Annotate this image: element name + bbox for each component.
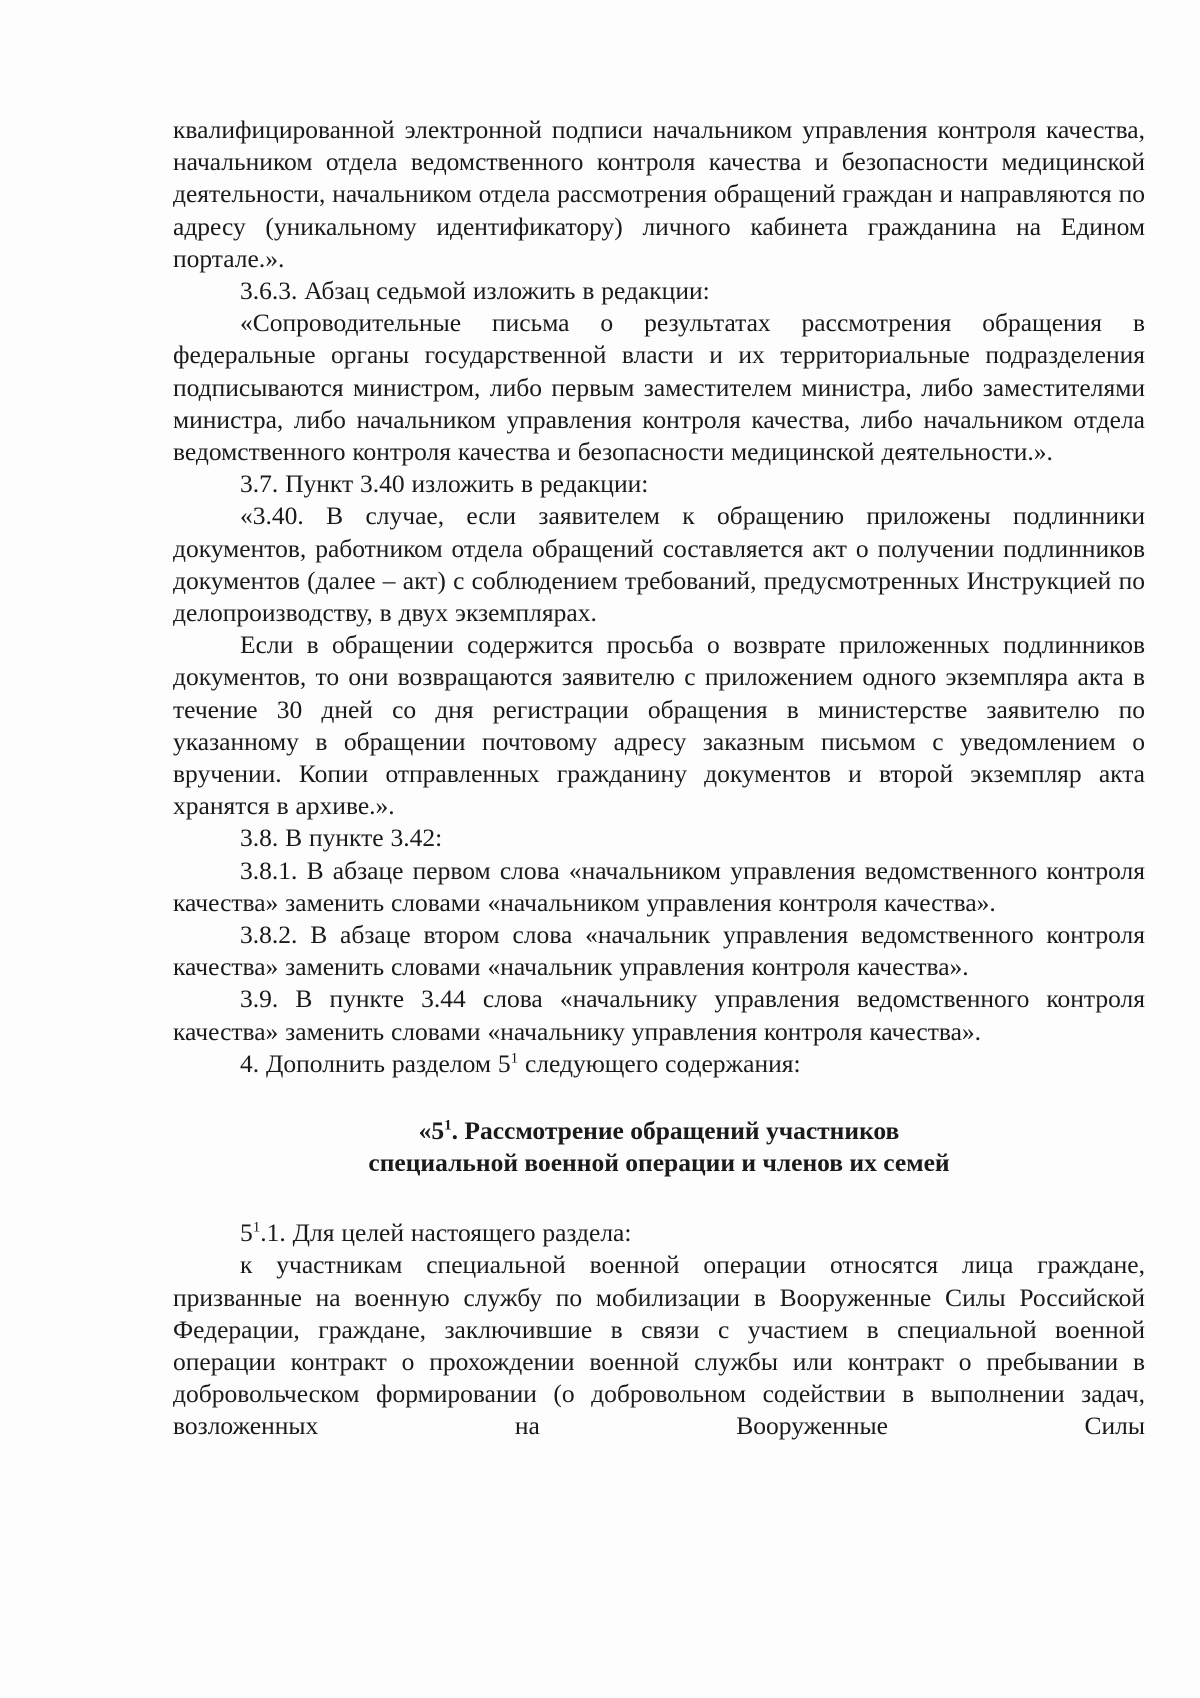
paragraph-5-1-1 <box>173 1217 1145 1249</box>
section-heading-title-1: . Рассмотрение обращений участников <box>451 1116 900 1146</box>
paragraph-4-after: следующего содержания: <box>518 1048 801 1078</box>
paragraph-4-before: 4. Дополнить разделом 5 <box>240 1048 511 1078</box>
paragraph-5-1-1-before: 5 <box>240 1218 253 1248</box>
paragraph-5-1-1-superscript: 1 <box>252 1219 261 1236</box>
section-heading <box>173 1115 1145 1179</box>
paragraph-return-originals: Если в обращении содержится просьба о возврате приложенных подлинников документов, то они возвращаются заявителю с приложением одного экземпляра акта в течение 30 дней со дня регистрации обращения в министерстве заявителю по указанному в обращении почтовому адресу заказным письмом с уведомлением о вручении. Копии отправленных гражданину документов и второй экземпляр акта хранятся в архиве.». <box>173 630 1145 821</box>
paragraph-participants-definition: к участникам специальной военной операции относятся лица граждане, призванные на военную службу по мобилизации в Вооруженные Силы Российской Федерации, граждане, заключившие в связи с участием в специальной военной операции контракт о прохождении военной службы или контракт о пребывании в добровольческом формировании (о добровольном содействии в выполнении задач, возложенных на Вооруженные Силы <box>173 1250 1145 1441</box>
paragraph-3-7: 3.7. Пункт 3.40 изложить в редакции: <box>240 469 649 499</box>
paragraph-3-40: «3.40. В случае, если заявителем к обращению приложены подлинники документов, работником отдела обращений составляется акт о получении подлинников документов (далее – акт) с соблюдением требований, предусмотренных Инструкцией по делопроизводству, в двух экземплярах. <box>173 501 1145 628</box>
paragraph-3-6-3: 3.6.3. Абзац седьмой изложить в редакции: <box>240 276 710 306</box>
paragraph-5-1-1-after: .1. Для целей настоящего раздела: <box>260 1218 632 1248</box>
paragraph-3-8-2: 3.8.2. В абзаце втором слова «начальник управления ведомственного контроля качества» заменить словами «начальник управления контроля качества». <box>173 920 1145 982</box>
paragraph-3-9: 3.9. В пункте 3.44 слова «начальнику управления ведомственного контроля качества» заменить словами «начальнику управления контроля качества». <box>173 984 1145 1046</box>
document-body <box>173 114 1145 1443</box>
section-heading-line-2: специальной военной операции и членов их семей <box>368 1148 950 1178</box>
paragraph-4-superscript: 1 <box>510 1050 519 1067</box>
section-heading-line-1 <box>173 1115 1145 1147</box>
paragraph-3-8-1: 3.8.1. В абзаце первом слова «начальником управления ведомственного контроля качества» заменить словами «начальником управления контроля качества». <box>173 855 1145 917</box>
section-heading-superscript: 1 <box>444 1117 452 1134</box>
paragraph-cover-letters: «Сопроводительные письма о результатах рассмотрения обращения в федеральные органы государственной власти и их территориальные подразделения подписываются министром, либо первым заместителем министра, либо заместителями министра, либо начальником управления контроля качества, либо начальником отдела ведомственного контроля качества и безопасности медицинской деятельности.». <box>173 308 1145 467</box>
section-heading-number: «5 <box>418 1116 445 1146</box>
paragraph-continuation: квалифицированной электронной подписи начальником управления контроля качества, начальником отдела ведомственного контроля качества и безопасности медицинской деятельности, начальником отдела рассмотрения обращений граждан и направляются по адресу (уникальному идентификатору) личного кабинета гражданина на Едином портале.». <box>173 115 1145 273</box>
paragraph-4 <box>173 1048 1145 1080</box>
paragraph-3-8: 3.8. В пункте 3.42: <box>240 823 443 853</box>
